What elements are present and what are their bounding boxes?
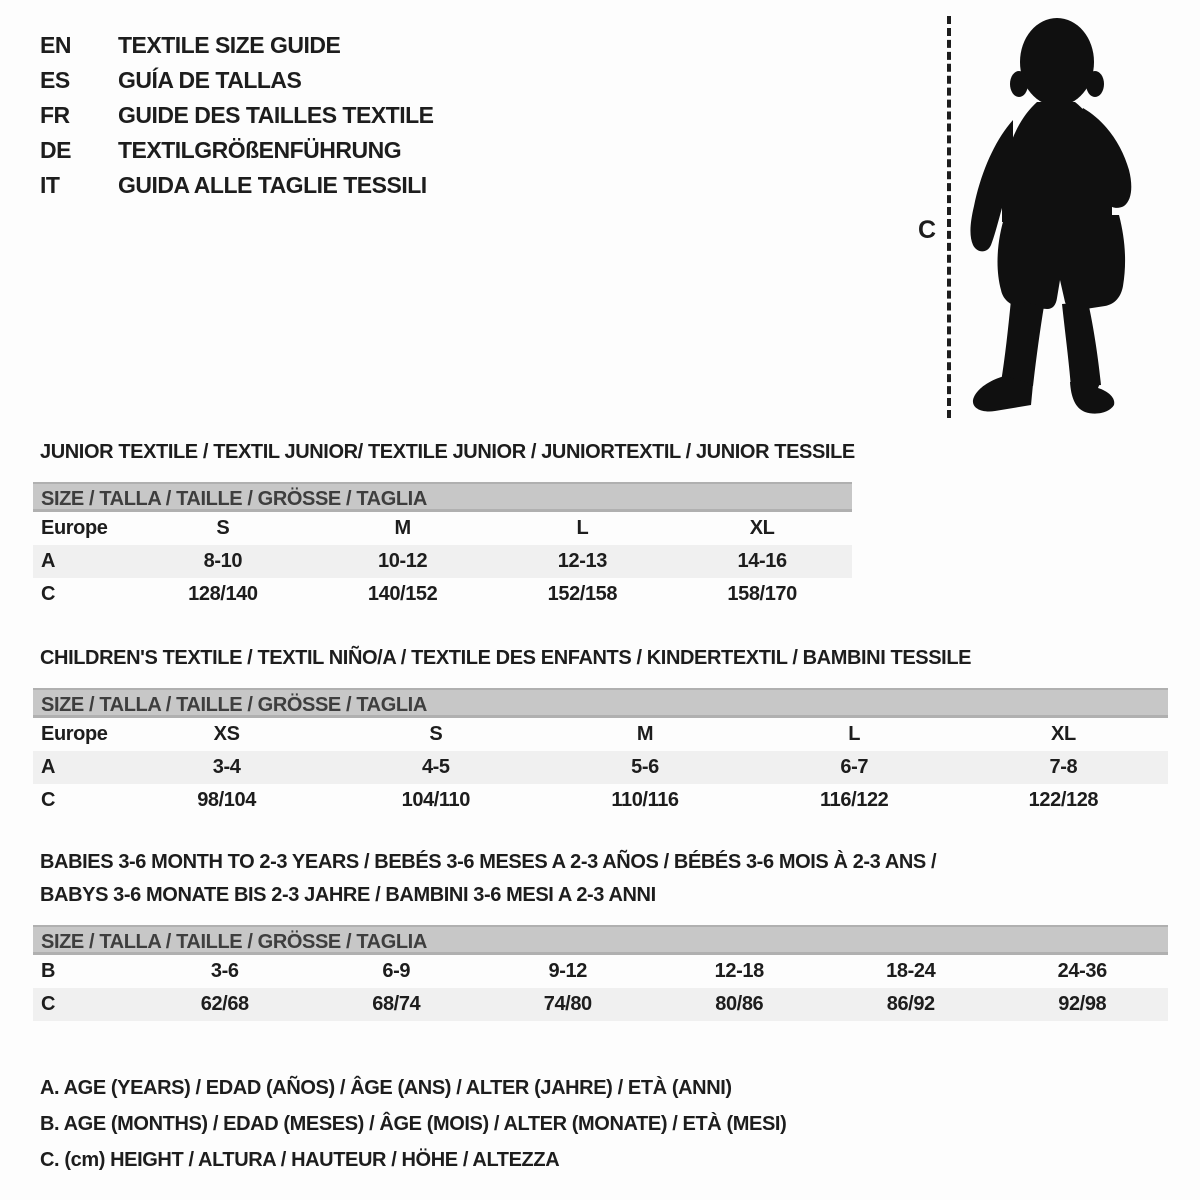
table-cell: 18-24 xyxy=(886,960,936,982)
row-label: A xyxy=(41,756,56,778)
table-cell: 128/140 xyxy=(188,583,258,605)
table-cell: 68/74 xyxy=(372,993,421,1015)
size-section xyxy=(33,846,1168,1021)
table-cell: S xyxy=(429,723,443,745)
row-label: C xyxy=(41,583,56,605)
language-row xyxy=(40,28,434,63)
size-table xyxy=(33,955,1168,1021)
language-code: ES xyxy=(40,67,70,93)
table-cell: 122/128 xyxy=(1028,789,1099,811)
row-label: Europe xyxy=(41,723,108,745)
toddler-silhouette-icon xyxy=(966,10,1140,420)
language-label: TEXTILE SIZE GUIDE xyxy=(118,32,341,58)
table-cell: 140/152 xyxy=(367,583,438,605)
table-cell: 116/122 xyxy=(820,789,889,811)
table-cell: XS xyxy=(213,723,240,745)
language-list xyxy=(40,28,434,203)
size-header: SIZE / TALLA / TAILLE / GRÖSSE / TAGLIA xyxy=(33,925,1168,955)
size-section xyxy=(33,642,1168,817)
table-cell: 7-8 xyxy=(1049,756,1078,778)
legend-line: B. AGE (MONTHS) / EDAD (MESES) / ÂGE (MOIS) / ALTER (MONATE) / ETÀ (MESI) xyxy=(40,1113,787,1135)
table-cell: L xyxy=(848,723,861,745)
section-title xyxy=(40,436,855,469)
table-cell: M xyxy=(636,723,654,745)
row-label: B xyxy=(41,960,56,982)
row-label: C xyxy=(41,993,56,1015)
legend-line: A. AGE (YEARS) / EDAD (AÑOS) / ÂGE (ANS) / ALTER (JAHRE) / ETÀ (ANNI) xyxy=(40,1077,732,1099)
language-label: GUIDA ALLE TAGLIE TESSILI xyxy=(118,172,427,198)
language-label: GUIDE DES TAILLES TEXTILE xyxy=(118,102,434,128)
table-cell: XL xyxy=(749,517,775,539)
language-label: TEXTILGRÖßENFÜHRUNG xyxy=(118,137,402,163)
language-code: IT xyxy=(40,172,60,198)
table-row xyxy=(33,512,852,545)
table-cell: 4-5 xyxy=(421,756,450,778)
language-row xyxy=(40,98,434,133)
table-cell: 74/80 xyxy=(543,993,592,1015)
table-cell: 8-10 xyxy=(203,550,243,572)
height-measure-label: C xyxy=(918,216,937,244)
section-title-line: JUNIOR TEXTILE / TEXTIL JUNIOR/ TEXTILE JUNIOR / JUNIORTEXTIL / JUNIOR TESSILE xyxy=(40,441,855,463)
row-label: Europe xyxy=(41,517,108,539)
table-row xyxy=(33,578,852,611)
language-row xyxy=(40,63,434,98)
table-cell: 86/92 xyxy=(886,993,935,1015)
row-label: C xyxy=(41,789,56,811)
language-code: FR xyxy=(40,102,70,128)
table-cell: S xyxy=(216,517,230,539)
language-row xyxy=(40,133,434,168)
table-row xyxy=(33,784,1168,817)
table-cell: 10-12 xyxy=(378,550,428,572)
section-title xyxy=(40,642,1168,675)
language-row xyxy=(40,168,434,203)
table-row xyxy=(33,751,1168,784)
table-cell: 92/98 xyxy=(1058,993,1107,1015)
table-cell: 6-7 xyxy=(840,756,869,778)
table-row xyxy=(33,718,1168,751)
section-title xyxy=(40,846,1168,912)
size-header: SIZE / TALLA / TAILLE / GRÖSSE / TAGLIA xyxy=(33,688,1168,718)
table-cell: 5-6 xyxy=(631,756,659,778)
table-cell: 62/68 xyxy=(200,993,249,1015)
language-label: GUÍA DE TALLAS xyxy=(118,67,302,93)
table-row xyxy=(33,955,1168,988)
table-row xyxy=(33,545,852,578)
table-cell: 104/110 xyxy=(401,789,470,811)
language-code: DE xyxy=(40,137,71,163)
table-cell: 14-16 xyxy=(737,550,787,572)
table-cell: 9-12 xyxy=(548,960,587,982)
section-title-line: BABYS 3-6 MONATE BIS 2-3 JAHRE / BAMBINI 3-6 MESI A 2-3 ANNI xyxy=(40,884,656,906)
table-cell: 110/116 xyxy=(611,789,679,811)
legend-line: C. (cm) HEIGHT / ALTURA / HAUTEUR / HÖHE / ALTEZZA xyxy=(40,1149,560,1171)
table-cell: L xyxy=(576,517,589,539)
table-cell: 158/170 xyxy=(727,583,797,605)
table-cell: 152/158 xyxy=(547,583,618,605)
size-table xyxy=(33,512,852,611)
table-cell: 6-9 xyxy=(382,960,411,982)
legend xyxy=(40,1070,786,1178)
table-cell: XL xyxy=(1051,723,1076,745)
table-row xyxy=(33,988,1168,1021)
table-cell: 80/86 xyxy=(715,993,764,1015)
table-cell: 12-18 xyxy=(714,960,764,982)
section-title-line: BABIES 3-6 MONTH TO 2-3 YEARS / BEBÉS 3-6 MESES A 2-3 AÑOS / BÉBÉS 3-6 MOIS À 2-3 ANS / xyxy=(40,851,937,873)
height-measure-line xyxy=(947,16,951,418)
table-cell: 24-36 xyxy=(1057,960,1107,982)
section-title-line: CHILDREN'S TEXTILE / TEXTIL NIÑO/A / TEXTILE DES ENFANTS / KINDERTEXTIL / BAMBINI TESSILE xyxy=(40,647,972,669)
size-header: SIZE / TALLA / TAILLE / GRÖSSE / TAGLIA xyxy=(33,482,852,512)
table-cell: 3-6 xyxy=(210,960,239,982)
table-cell: 3-4 xyxy=(212,756,241,778)
size-table xyxy=(33,718,1168,817)
table-cell: 12-13 xyxy=(557,550,607,572)
table-cell: M xyxy=(394,517,411,539)
table-cell: 98/104 xyxy=(197,789,256,811)
language-code: EN xyxy=(40,32,71,58)
row-label: A xyxy=(41,550,56,572)
size-section xyxy=(33,436,855,611)
